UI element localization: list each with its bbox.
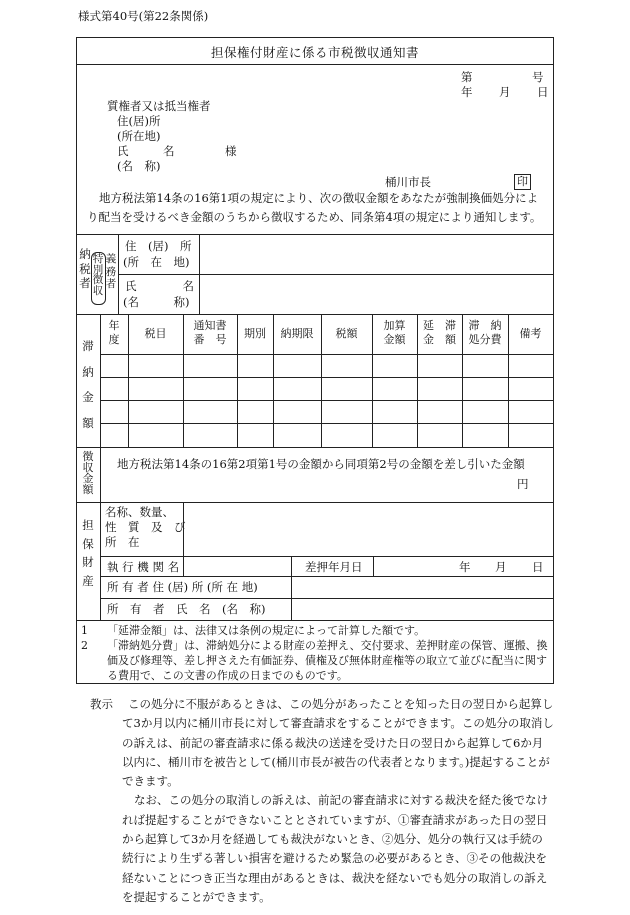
col-fiscal-year: 年 度 — [108, 319, 120, 346]
number-go: 号 — [532, 70, 544, 84]
taxpayer-address-label: 住 (居) 所 — [125, 239, 192, 253]
seal-mark: 印 — [514, 174, 531, 190]
notice-form — [76, 37, 554, 684]
col-due-date: 納期限 — [280, 327, 314, 340]
divider — [77, 64, 553, 65]
instruction-label: 教示 — [90, 697, 113, 711]
col-late-fee: 延 滞 金 額 — [423, 319, 456, 346]
addressee-role: 質権者又は抵当権者 — [107, 99, 211, 113]
col-remarks: 備考 — [519, 327, 542, 340]
taxpayer-location-label: (所 在 地) — [123, 255, 190, 269]
date-year: 年 — [461, 85, 473, 99]
divider — [77, 314, 553, 315]
date-month: 月 — [499, 85, 511, 99]
addressee-address: 住(居)所 — [117, 114, 161, 128]
intro-text: 地方税法第14条の16第1項の規定により、次の徴収金額をあなたが強制換価処分により配当を受けるべき金額のうちから徴収するため、同条第4項の規定により通知します。 — [87, 191, 542, 224]
addressee-name-shi: 氏 — [117, 144, 129, 158]
instruction-section — [90, 695, 554, 907]
collection-unit: 円 — [517, 477, 529, 491]
divider — [118, 274, 553, 275]
col-disposition-cost: 滞 納 処分費 — [468, 319, 502, 346]
exec-agency-label: 執 行 機 関 名 — [107, 560, 180, 574]
col-additional-amount: 加算 金額 — [383, 319, 406, 346]
obligor-label: 義 務 者 — [105, 253, 117, 290]
issuer-name: 桶川市長 — [385, 175, 431, 189]
seizure-date-label: 差押年月日 — [305, 560, 363, 574]
taxpayer-entity-label: (名 称) — [123, 295, 190, 309]
col-period: 期別 — [244, 327, 266, 340]
seizure-year: 年 — [459, 560, 471, 574]
seizure-day: 日 — [532, 560, 544, 574]
notes: 1 「延滞金額」は、法律又は条例の規定によって計算した額です。 2 「滞納処分費」は、滞納処分による財産の差押え、交付要求、差押財産の保管、運搬、換価及び修理等、差し押さえた有価証券、債権及び無体財産権等の取立て並びに配当に関する費用で、この文書の作成の日までのものです。 — [81, 624, 548, 682]
property-label: 名称、数量、 性 質 及 び 所 在 — [105, 505, 186, 549]
addressee-name-mei: 名 — [163, 144, 175, 158]
owner-name-label: 所 有 者 氏 名 (名 称) — [107, 602, 266, 616]
form-number: 様式第40号(第22条関係) — [78, 9, 209, 23]
instruction-para1: この処分に不服があるときは、この処分があったことを知った日の翌日から起算して3か月以内に桶川市長に対して審査請求をすることができます。この処分の取消しの訴えは、前記の審査請求に係る裁決の送達を受けた日の翌日から起算して6か月以内に、桶川市を被告として(桶川市長が被告の代表者となります。)提起することができます。 — [122, 697, 554, 789]
seizure-month: 月 — [495, 560, 507, 574]
number-dai: 第 — [461, 70, 473, 84]
owner-address-label: 所 有 者 住 (居) 所 (所 在 地) — [107, 580, 258, 594]
addressee-sama: 様 — [225, 144, 237, 158]
taxpayer-label: 納 税 者 — [79, 247, 91, 290]
form-title: 担保権付財産に係る市税徴収通知書 — [210, 45, 419, 60]
col-notice-number: 通知書 番 号 — [193, 319, 227, 346]
collection-label: 徴 収 金 額 — [82, 450, 94, 496]
addressee-entity: (名 称) — [117, 159, 161, 173]
collateral-label: 担 保 財 産 — [82, 518, 94, 588]
special-collector-label: 特 別 徴 収 — [92, 253, 104, 297]
collection-text: 地方税法第14条の16第2項第1号の金額から同項第2号の金額を差し引いた金額 — [117, 457, 525, 471]
taxpayer-name-label: 氏 名 — [125, 279, 194, 293]
divider — [77, 234, 553, 235]
col-tax-item: 税目 — [144, 327, 167, 340]
delinquent-label: 滞 納 金 額 — [82, 339, 94, 430]
date-day: 日 — [537, 85, 549, 99]
col-tax-amount: 税額 — [335, 327, 358, 340]
addressee-location: (所在地) — [117, 129, 161, 143]
instruction-para2: なお、この処分の取消しの訴えは、前記の審査請求に対する裁決を経た後でなければ提起することができないこととされていますが、①審査請求があった日の翌日から起算して3か月を経過しても裁決がないとき、②処分、処分の執行又は手続の続行により生ずる著しい損害を避けるため緊急の必要があるとき、③その他裁決を経ないことにつき正当な理由があるときは、裁決を経ないでも処分の取消しの訴えを提起することができます。 — [122, 793, 548, 904]
